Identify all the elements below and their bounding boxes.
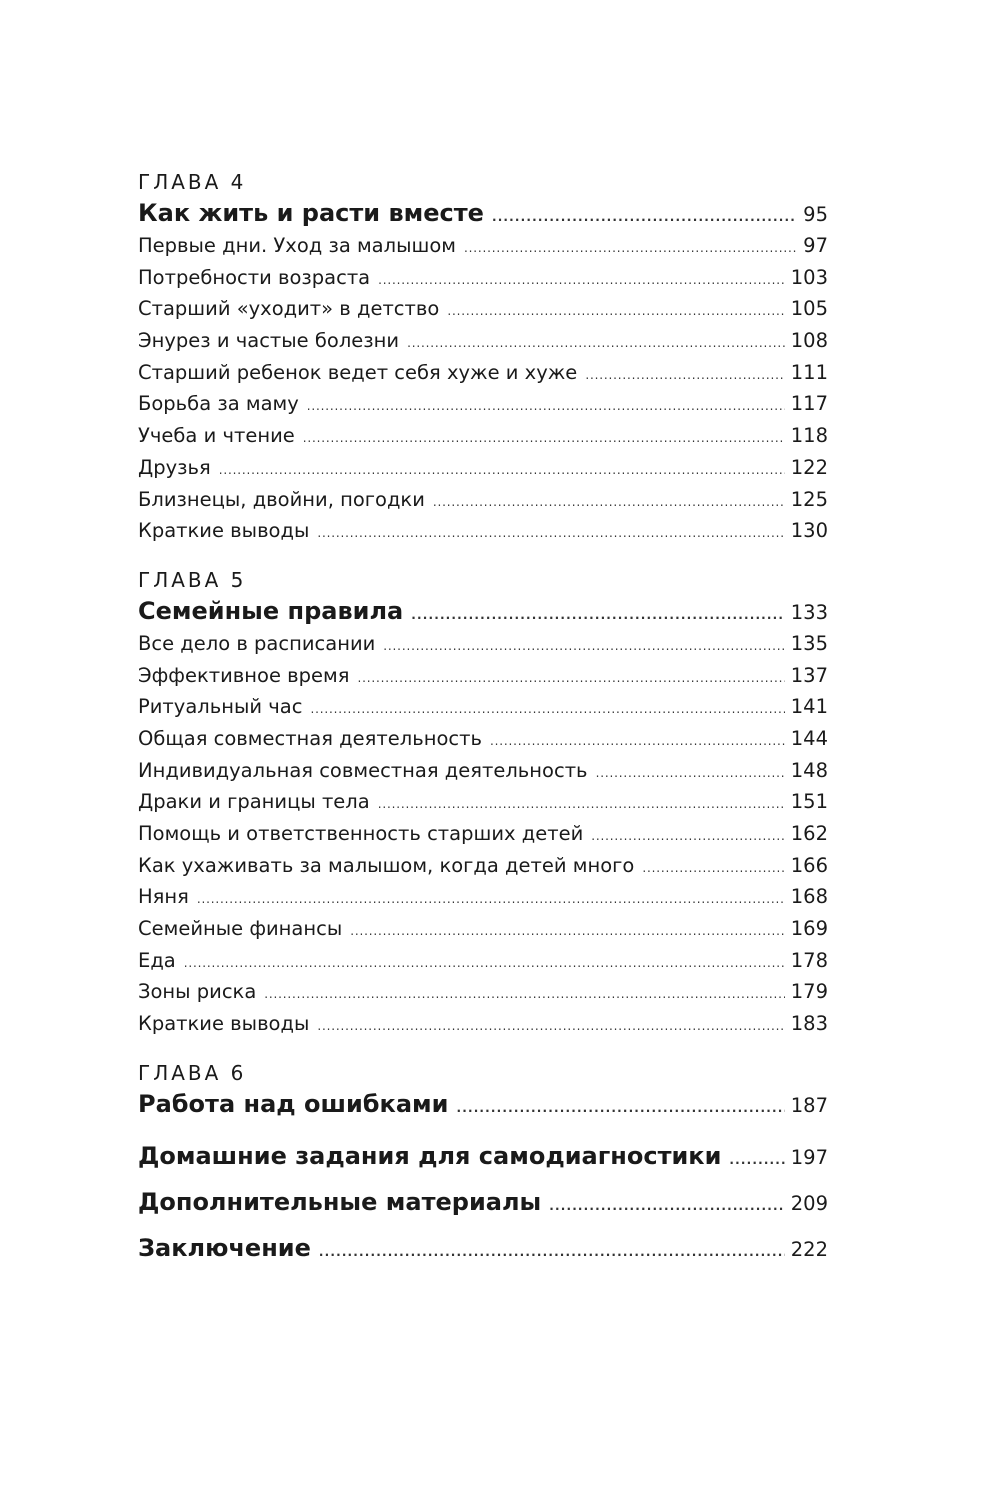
toc-entry[interactable] [138,262,828,294]
page-number: 209 [790,1191,828,1215]
dot-leader [310,694,784,726]
page-number: 137 [790,663,828,687]
dot-leader [264,979,784,1011]
entry-title: Зоны риска [138,980,257,1004]
page-number: 179 [790,980,828,1004]
page-number: 125 [790,487,828,511]
toc-entry[interactable] [138,293,828,325]
dot-leader [303,423,785,455]
toc-entry[interactable] [138,755,828,787]
toc-entry[interactable] [138,388,828,420]
dot-leader [184,948,785,980]
dot-leader [411,599,785,632]
toc-entry[interactable] [138,850,828,882]
toc-entry[interactable] [138,786,828,818]
entry-title: Еда [138,948,176,972]
dot-leader [317,1011,784,1043]
dot-leader [219,455,785,487]
toc-entry[interactable] [138,230,828,262]
toc-entry[interactable] [138,881,828,913]
dot-leader [378,265,785,297]
toc-entry[interactable] [138,723,828,755]
entry-title: Борьба за маму [138,392,299,416]
dot-leader [642,853,784,885]
entry-title: Помощь и ответственность старших детей [138,822,584,845]
toc-entry[interactable] [138,976,828,1008]
page-number: 183 [790,1012,828,1036]
toc-entry[interactable] [138,420,828,452]
page-number: 133 [790,600,828,624]
page-number: 187 [790,1093,828,1117]
toc-entry[interactable] [138,945,828,977]
entry-title: Энурез и частые болезни [138,329,400,353]
entry-title: Все дело в расписании [138,631,376,655]
page-number: 122 [790,455,828,479]
page-number: 108 [790,329,828,353]
entry-title: Старший ребенок ведет себя хуже и хуже [138,360,578,384]
dot-leader [729,1137,784,1183]
page-number: 105 [790,297,828,321]
dot-leader [464,233,797,265]
toc-entry[interactable] [138,913,828,945]
page-number: 222 [790,1237,828,1261]
entry-title: Няня [138,885,189,909]
dot-leader [596,758,785,790]
chapter-heading[interactable] [138,197,828,230]
toc-entry[interactable] [138,357,828,389]
toc-entry[interactable] [138,660,828,692]
entry-title: Близнецы, двойни, погодки [138,487,425,511]
section-title: Домашние задания для самодиагностики [138,1141,722,1170]
chapter-label: ГЛАВА 5 [138,567,247,592]
dot-leader [378,789,785,821]
page-number: 169 [790,917,828,941]
section-heading[interactable] [138,1225,828,1271]
page-number: 97 [803,234,828,257]
dot-leader [585,360,784,392]
entry-title: Ритуальный час [138,695,303,719]
entry-title: Как ухаживать за малышом, когда детей много [138,853,635,877]
page-number: 118 [790,424,828,448]
page-number: 148 [790,758,828,782]
dot-leader [447,296,784,328]
toc-entry[interactable] [138,515,828,547]
toc-entry[interactable] [138,818,828,850]
page-number: 197 [790,1145,828,1169]
dot-leader [433,487,785,519]
dot-leader [407,328,785,360]
page-number: 130 [790,519,828,543]
toc-entry[interactable] [138,484,828,516]
toc-entry[interactable] [138,1008,828,1040]
dot-leader [492,201,797,234]
page-number: 117 [790,392,828,416]
section-title: Заключение [138,1233,311,1262]
page-number: 178 [790,948,828,972]
page-number: 151 [790,790,828,814]
dot-leader [549,1183,785,1229]
chapter-title: Семейные правила [138,596,404,625]
entry-title: Потребности возраста [138,265,371,289]
toc-entry[interactable] [138,452,828,484]
dot-leader [319,1229,785,1275]
dot-leader [591,821,785,853]
entry-title: Старший «уходит» в детство [138,297,440,321]
dot-leader [456,1092,784,1125]
chapter-title: Как жить и расти вместе [138,199,484,227]
chapter-title: Работа над ошибками [138,1089,449,1118]
table-of-contents [138,167,828,1271]
toc-entry[interactable] [138,628,828,660]
page-number: 168 [790,885,828,909]
dot-leader [350,916,785,948]
entry-title: Учеба и чтение [138,424,295,448]
page-number: 95 [803,203,828,226]
page-number: 166 [790,853,828,877]
section-heading[interactable] [138,1133,828,1179]
entry-title: Краткие выводы [138,519,310,543]
dot-leader [307,391,785,423]
entry-title: Краткие выводы [138,1012,310,1036]
page-number: 135 [790,631,828,655]
page-number: 162 [790,822,828,845]
dot-leader [357,663,784,695]
entry-title: Эффективное время [138,663,350,687]
page-number: 141 [790,695,828,719]
page-number: 144 [790,726,828,750]
entry-title: Первые дни. Уход за малышом [138,234,456,257]
entry-title: Драки и границы тела [138,790,370,814]
page-number: 111 [790,360,828,384]
entry-title: Индивидуальная совместная деятельность [138,758,588,782]
dot-leader [197,884,785,916]
dot-leader [317,518,784,550]
entry-title: Общая совместная деятельность [138,726,482,750]
toc-entry[interactable] [138,325,828,357]
chapter-heading[interactable] [138,595,828,628]
toc-entry[interactable] [138,691,828,723]
section-heading[interactable] [138,1179,828,1225]
dot-leader [383,631,784,663]
entry-title: Семейные финансы [138,917,343,941]
page-number: 103 [790,265,828,289]
entry-title: Друзья [138,455,211,479]
chapter-heading[interactable] [138,1088,828,1121]
section-title: Дополнительные материалы [138,1187,542,1216]
chapter-label: ГЛАВА 6 [138,1060,247,1085]
chapter-label: ГЛАВА 4 [138,170,247,194]
dot-leader [490,726,785,758]
